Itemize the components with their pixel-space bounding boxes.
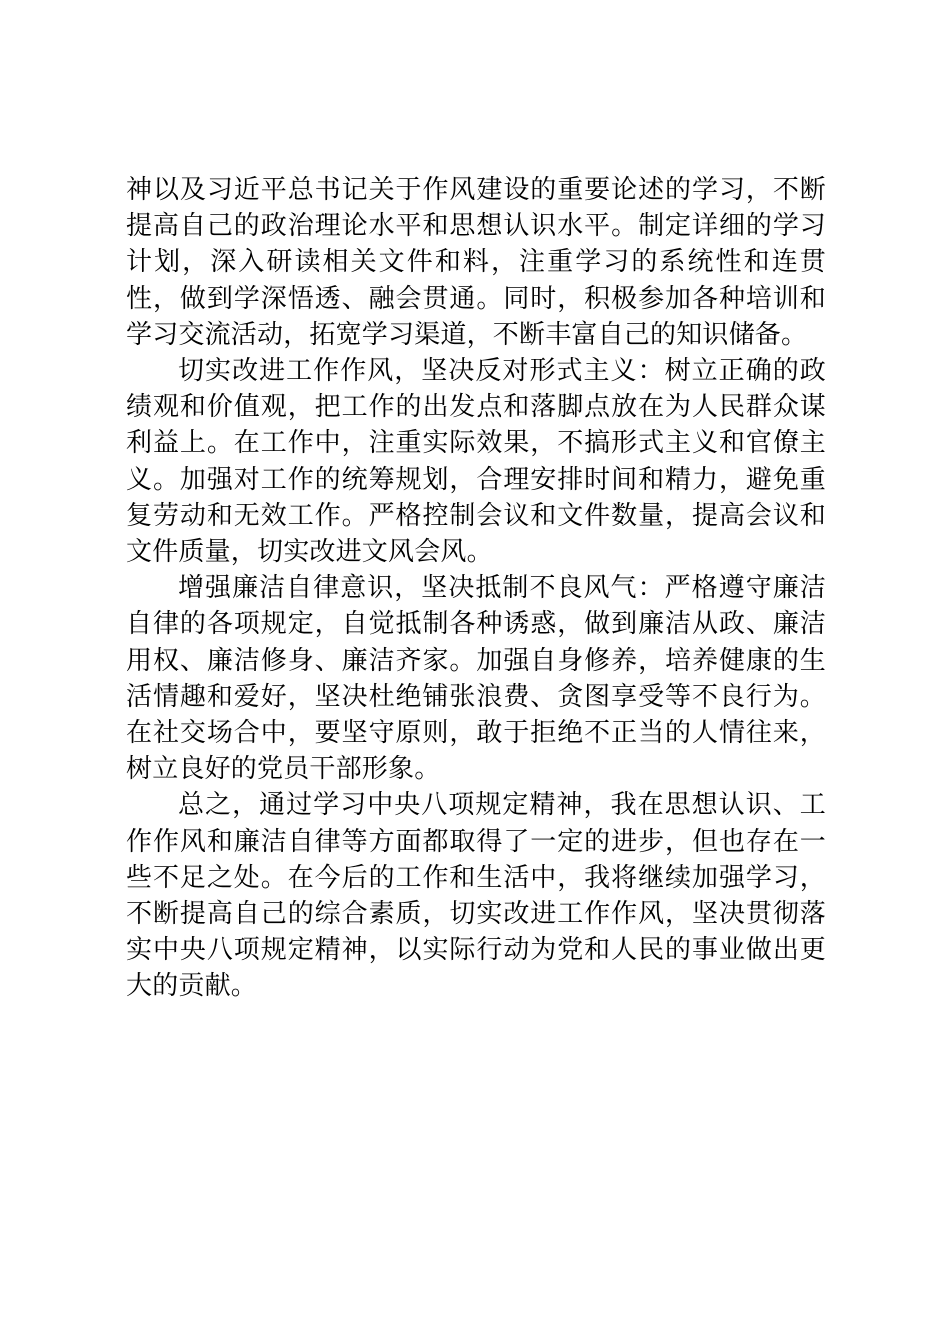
paragraph-work-style: 切实改进工作作风，坚决反对形式主义：树立正确的政绩观和价值观，把工作的出发点和落脚点放在为人民群众谋利益上。在工作中，注重实际效果，不搞形式主义和官僚主义。加强对工作的统筹规划，合理安排时间和精力，避免重复劳动和无效工作。严格控制会议和文件数量，提高会议和文件质量，切实改进文风会风。 [126, 356, 826, 568]
paragraph-continuation: 神以及习近平总书记关于作风建设的重要论述的学习，不断提高自己的政治理论水平和思想认识水平。制定详细的学习计划，深入研读相关文件和料，注重学习的系统性和连贯性，做到学深悟透、融会贯通。同时，积极参加各种培训和学习交流活动，拓宽学习渠道，不断丰富自己的知识储备。 [126, 175, 826, 350]
document-body [126, 172, 826, 1005]
paragraph-integrity: 增强廉洁自律意识，坚决抵制不良风气：严格遵守廉洁自律的各项规定，自觉抵制各种诱惑，做到廉洁从政、廉洁用权、廉洁修身、廉洁齐家。加强自身修养，培养健康的生活情趣和爱好，坚决杜绝铺张浪费、贪图享受等不良行为。在社交场合中，要坚守原则，敢于拒绝不正当的人情往来，树立良好的党员干部形象。 [126, 573, 826, 785]
paragraph-conclusion: 总之，通过学习中央八项规定精神，我在思想认识、工作作风和廉洁自律等方面都取得了一定的进步，但也存在一些不足之处。在今后的工作和生活中，我将继续加强学习，不断提高自己的综合素质，切实改进工作作风，坚决贯彻落实中央八项规定精神，以实际行动为党和人民的事业做出更大的贡献。 [126, 790, 826, 1002]
